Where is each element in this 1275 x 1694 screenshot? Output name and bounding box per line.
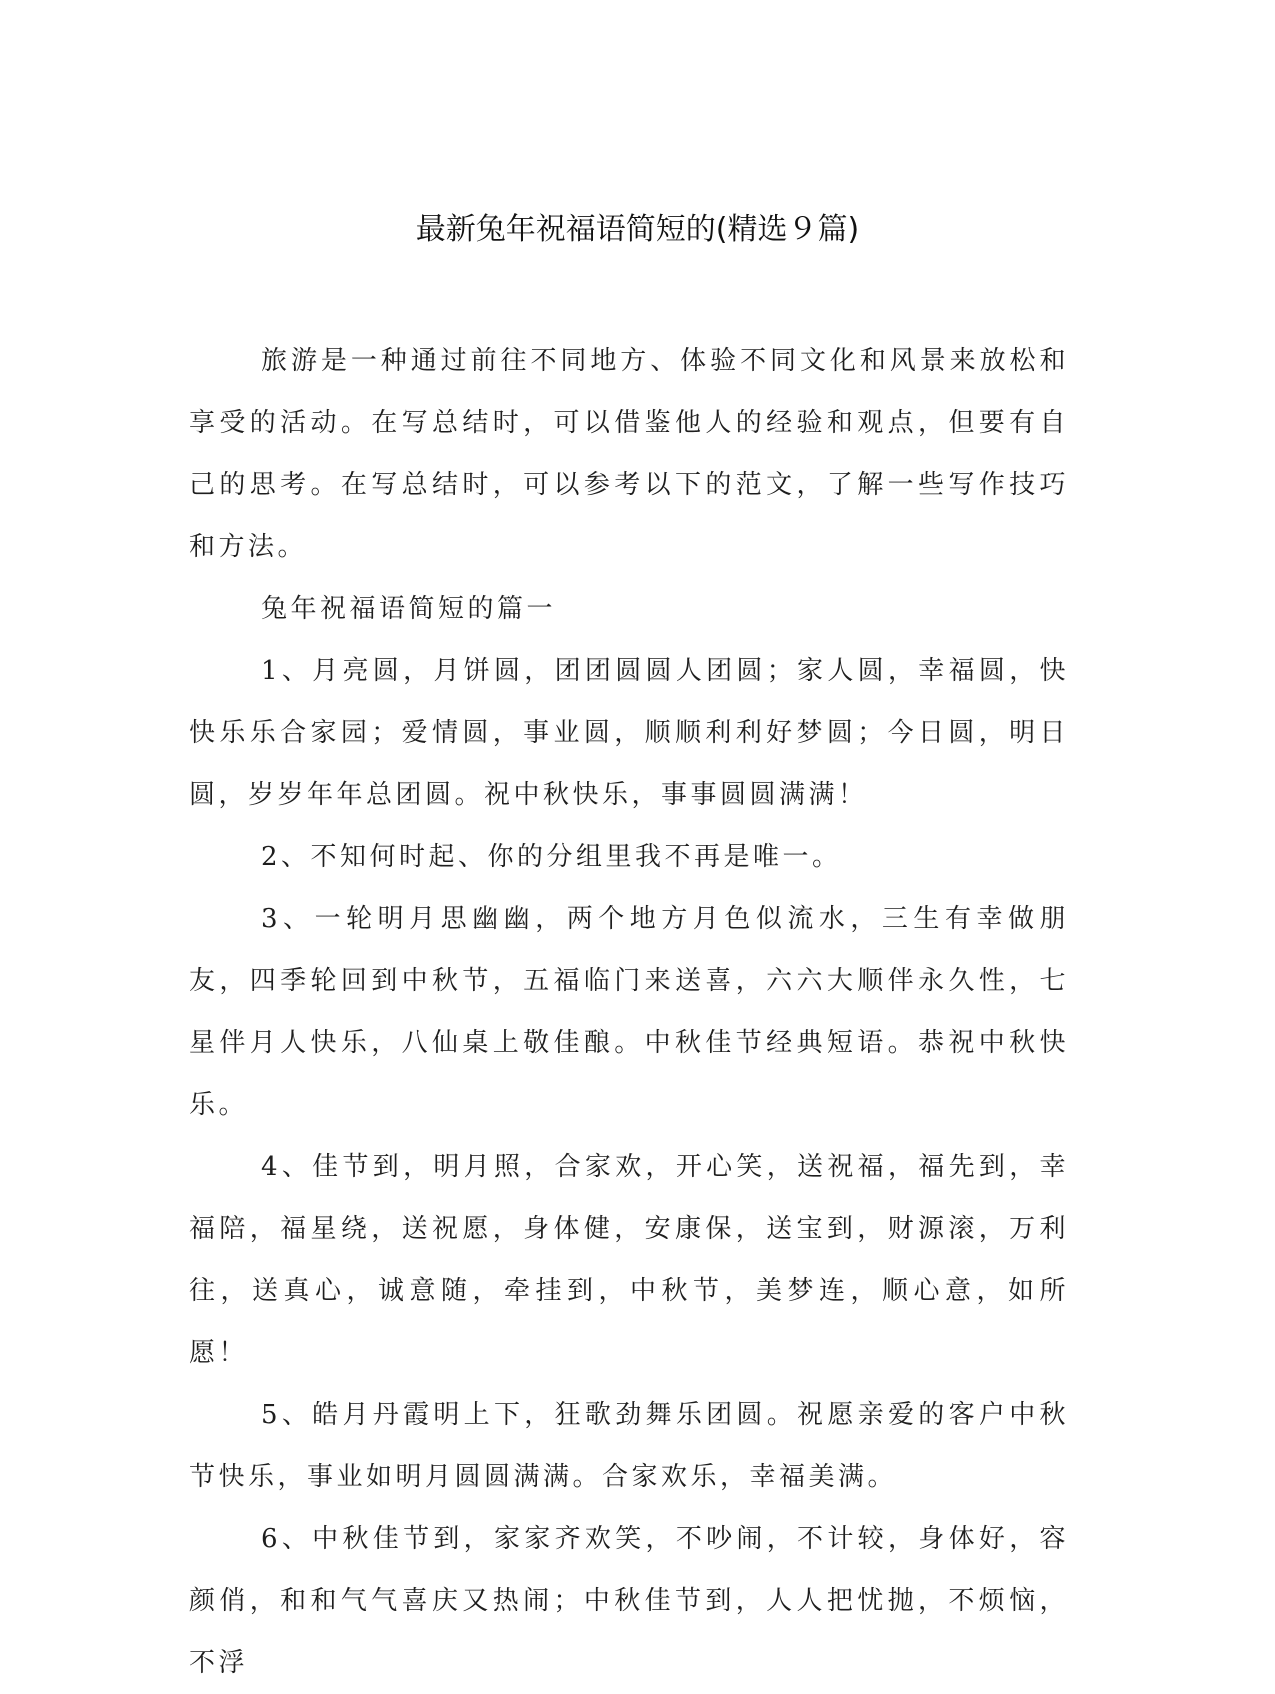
section-heading: 兔年祝福语简短的篇一: [261, 594, 557, 624]
document-body: [189, 330, 1069, 1694]
list-item: 1、月亮圆，月饼圆，团团圆圆人团圆；家人圆，幸福圆，快快乐乐合家园；爱情圆，事业圆，顺顺利利好梦圆；今日圆，明日圆，岁岁年年总团圆。祝中秋快乐，事事圆圆满满！: [189, 656, 1069, 810]
list-item: 4、佳节到，明月照，合家欢，开心笑，送祝福，福先到，幸福陪，福星绕，送祝愿，身体健，安康保，送宝到，财源滚，万利往，送真心，诚意随，牵挂到，中秋节，美梦连，顺心意，如所愿！: [189, 1152, 1069, 1368]
list-item: 6、中秋佳节到，家家齐欢笑，不吵闹，不计较，身体好，容颜俏，和和气气喜庆又热闹；中秋佳节到，人人把忧抛，不烦恼，不浮: [189, 1524, 1069, 1678]
document-title: 最新兔年祝福语简短的(精选９篇): [415, 212, 860, 247]
intro-paragraph: 旅游是一种通过前往不同地方、体验不同文化和风景来放松和享受的活动。在写总结时，可以借鉴他人的经验和观点，但要有自己的思考。在写总结时，可以参考以下的范文，了解一些写作技巧和方法。: [189, 346, 1069, 562]
list-item: 5、皓月丹霞明上下，狂歌劲舞乐团圆。祝愿亲爱的客户中秋节快乐，事业如明月圆圆满满。合家欢乐，幸福美满。: [189, 1400, 1069, 1492]
list-item: 2、不知何时起、你的分组里我不再是唯一。: [261, 842, 842, 872]
list-item: 3、一轮明月思幽幽，两个地方月色似流水，三生有幸做朋友，四季轮回到中秋节，五福临门来送喜，六六大顺伴永久性，七星伴月人快乐，八仙桌上敬佳酿。中秋佳节经典短语。恭祝中秋快乐。: [189, 904, 1069, 1120]
